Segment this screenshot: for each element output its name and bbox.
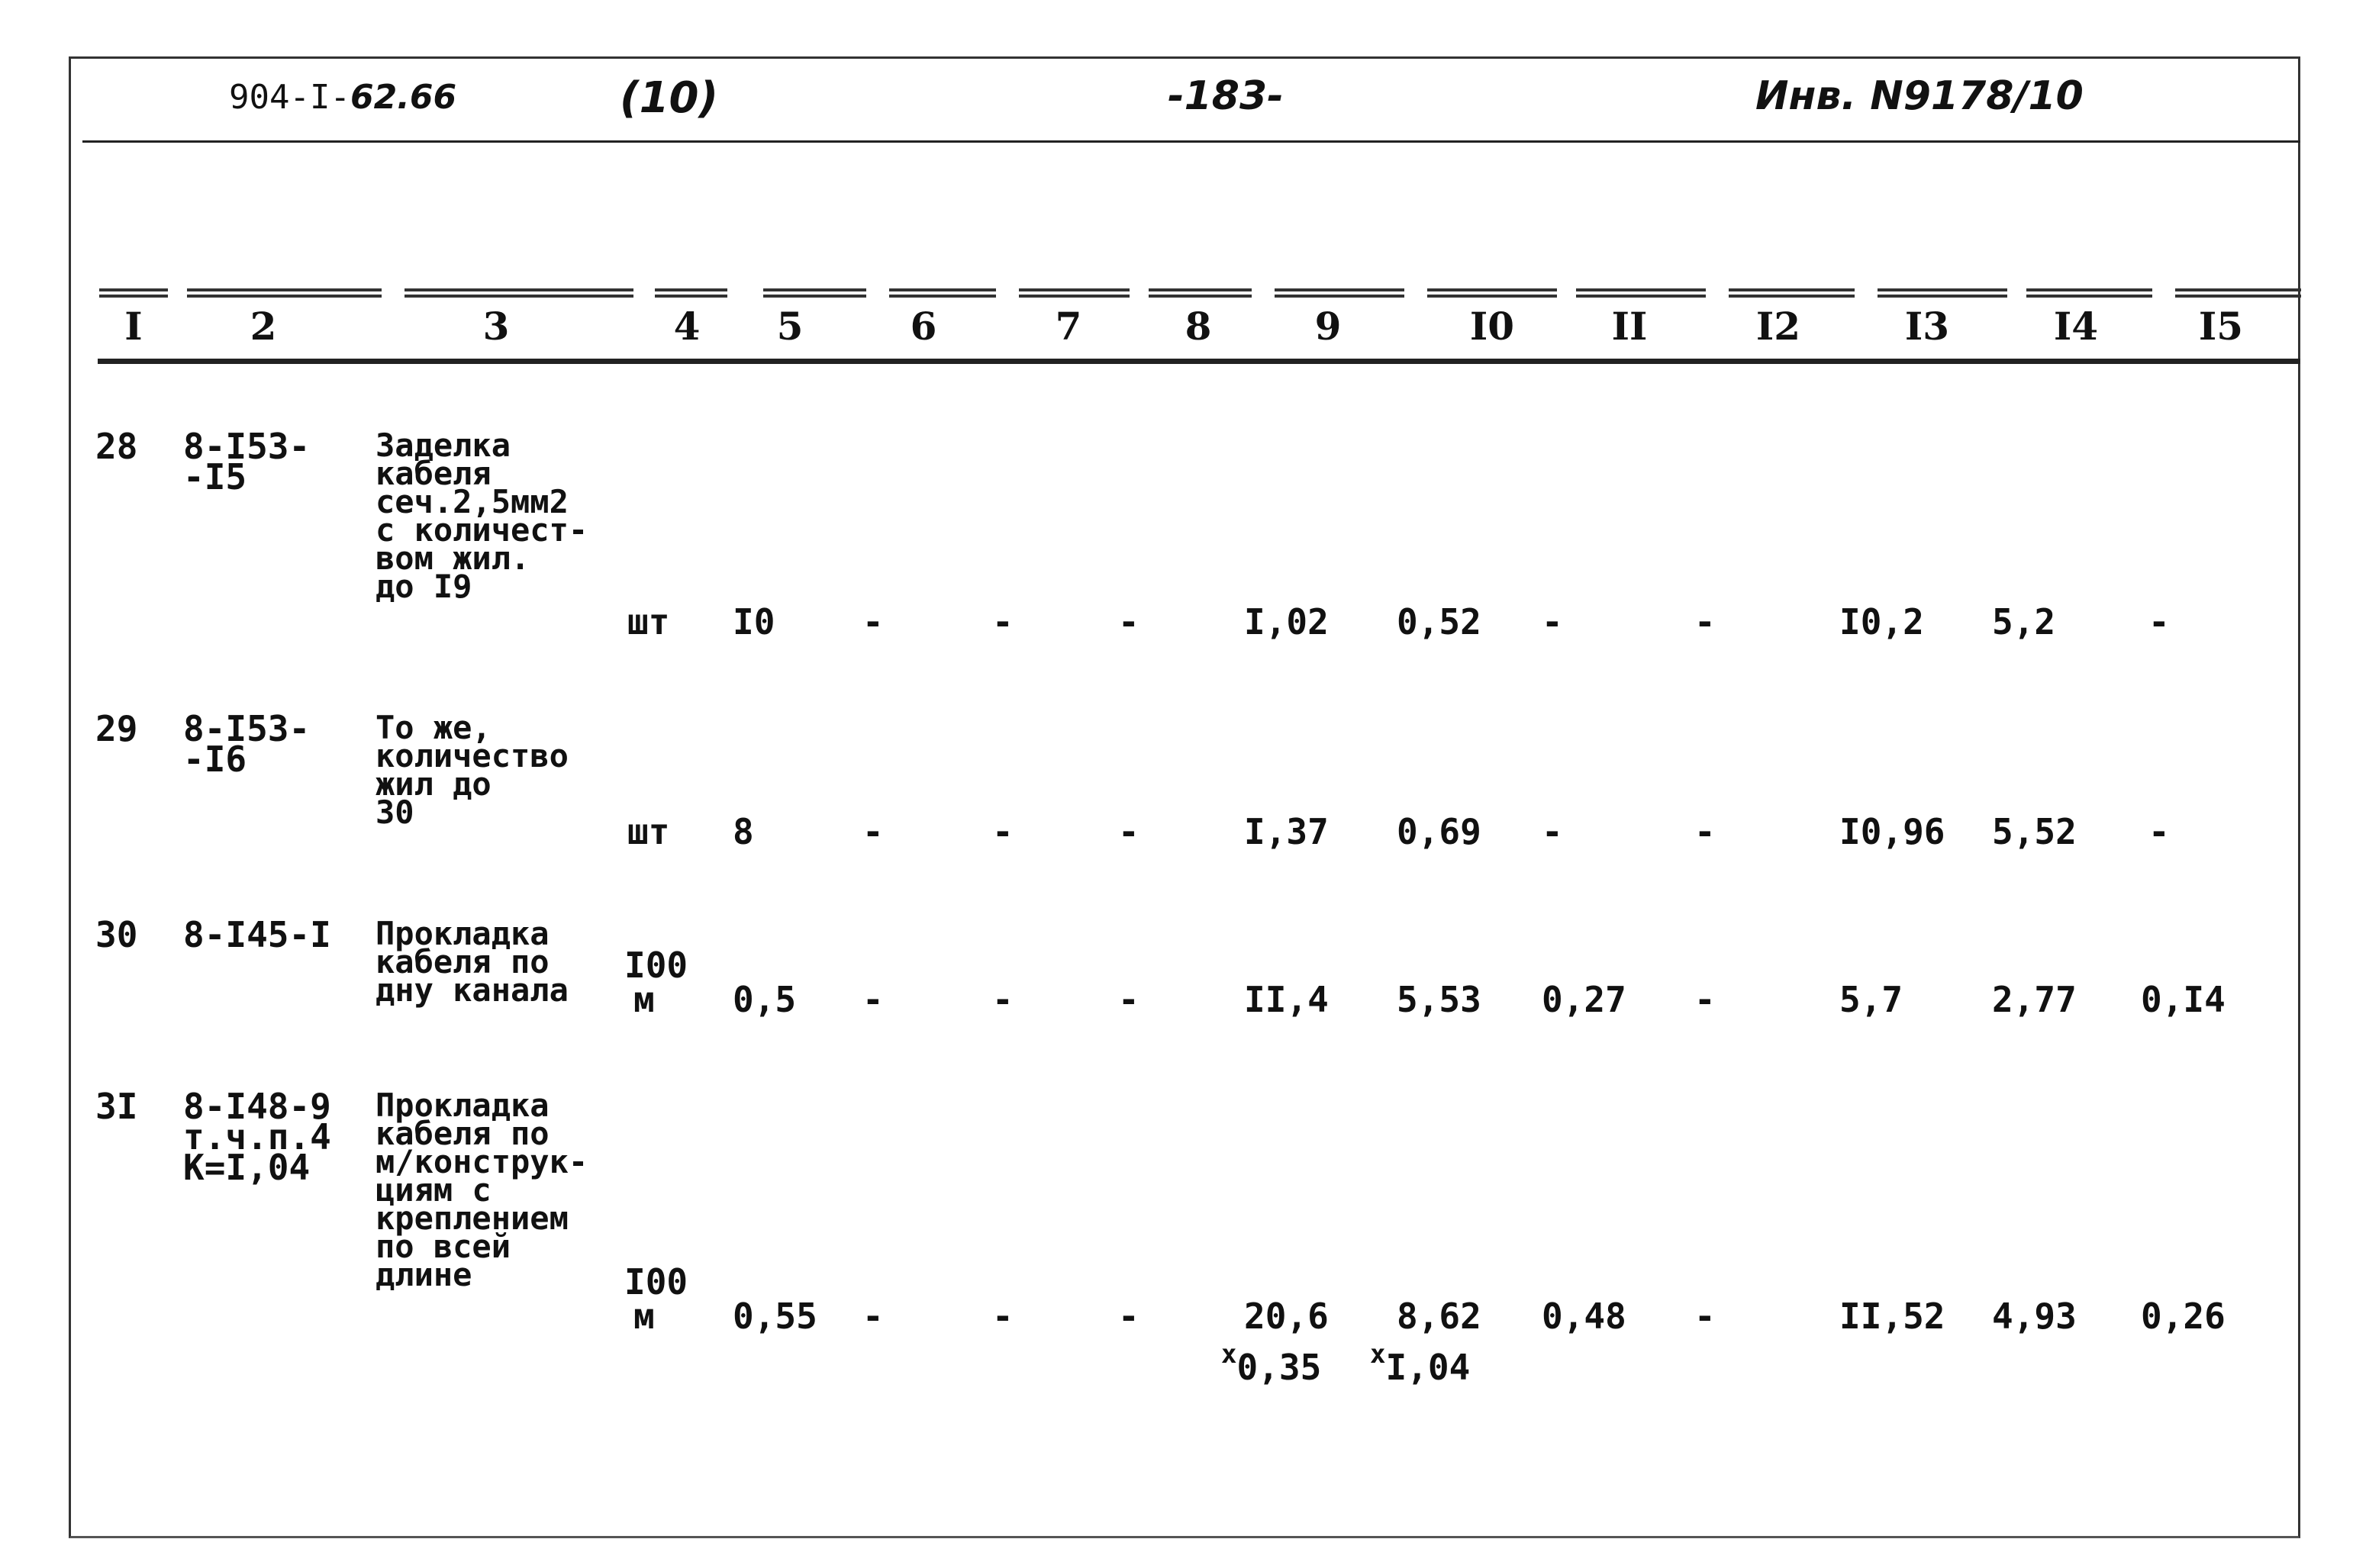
cell-col9: I,37 xyxy=(1244,811,1329,852)
cell-col10: 0,69 xyxy=(1397,811,1481,852)
segment xyxy=(1149,288,1252,298)
row-quantity: I0 xyxy=(733,601,775,642)
sheet-number: (10) xyxy=(620,73,719,123)
cell-col6: - xyxy=(862,601,884,642)
row-description: То же, количество жил до 30 xyxy=(376,709,569,831)
cell-col8: - xyxy=(1118,979,1139,1020)
cell-col12: - xyxy=(1694,979,1716,1020)
row-number: 30 xyxy=(95,914,138,955)
column-number: I3 xyxy=(1904,304,1950,349)
segment xyxy=(1729,288,1855,298)
cell-col9-multiplier: $^x$0,35 xyxy=(1221,1339,1322,1388)
cell-col7: - xyxy=(992,1296,1014,1337)
cell-col10-multiplier: $^x$I,04 xyxy=(1370,1339,1471,1388)
row-number: 3I xyxy=(95,1086,138,1127)
document-code-typed: 904-I- xyxy=(229,78,350,117)
row-unit: шт xyxy=(627,811,670,852)
cell-col15: - xyxy=(2148,601,2170,642)
segment xyxy=(1275,288,1404,298)
cell-col8: - xyxy=(1118,1296,1139,1337)
cell-col11: - xyxy=(1542,601,1563,642)
cell-col10: 0,52 xyxy=(1397,601,1481,642)
cell-col6: - xyxy=(862,979,884,1020)
column-number: II xyxy=(1611,304,1648,349)
segment xyxy=(187,288,382,298)
cell-col6: - xyxy=(862,811,884,852)
cell-col13: I0,2 xyxy=(1839,601,1924,642)
page-number: -183- xyxy=(1168,73,1284,119)
row-unit: м xyxy=(633,1296,655,1337)
cell-col15: 0,26 xyxy=(2141,1296,2226,1337)
column-number: 2 xyxy=(250,304,277,349)
cell-col15: - xyxy=(2148,811,2170,852)
row-code: 8-I53- -I5 xyxy=(183,426,311,497)
cell-col14: 4,93 xyxy=(1992,1296,2077,1337)
segment xyxy=(655,288,727,298)
row-code: 8-I45-I xyxy=(183,914,331,955)
row-unit: м xyxy=(633,979,655,1020)
segment xyxy=(2175,288,2301,298)
segment xyxy=(763,288,866,298)
cell-col9: 20,6 xyxy=(1244,1296,1329,1337)
cell-col12: - xyxy=(1694,1296,1716,1337)
segment xyxy=(889,288,996,298)
cell-col10: 8,62 xyxy=(1397,1296,1481,1337)
row-description: Прокладка кабеля по м/конструк- циям с креплением по всей длине xyxy=(376,1087,588,1293)
cell-col9: I,02 xyxy=(1244,601,1329,642)
column-number: I4 xyxy=(2053,304,2099,349)
column-number: 6 xyxy=(910,304,937,349)
multiplier-value: 0,35 xyxy=(1236,1347,1322,1388)
segment xyxy=(1878,288,2007,298)
row-number: 28 xyxy=(95,426,138,467)
cell-col10: 5,53 xyxy=(1397,979,1481,1020)
cell-col14: 5,2 xyxy=(1992,601,2056,642)
inventory-number: Инв. N9178/10 xyxy=(1755,73,2084,119)
cell-col15: 0,I4 xyxy=(2141,979,2226,1020)
cell-col11: - xyxy=(1542,811,1563,852)
segment xyxy=(1427,288,1557,298)
row-unit-top: I00 xyxy=(624,1261,688,1302)
cell-col7: - xyxy=(992,979,1014,1020)
document-code-handwritten: 62.66 xyxy=(350,78,457,117)
cell-col7: - xyxy=(992,601,1014,642)
row-description: Прокладка кабеля по дну канала xyxy=(376,915,569,1009)
column-number: 3 xyxy=(482,304,510,349)
column-number: I xyxy=(124,304,143,349)
row-code: 8-I48-9 т.ч.п.4 К=I,04 xyxy=(183,1086,331,1188)
table-header-rule xyxy=(98,359,2300,364)
cell-col13: 5,7 xyxy=(1839,979,1903,1020)
row-code: 8-I53- -I6 xyxy=(183,708,311,780)
cell-col12: - xyxy=(1694,811,1716,852)
header-rule xyxy=(82,140,2300,143)
cell-col14: 2,77 xyxy=(1992,979,2077,1020)
segment xyxy=(405,288,633,298)
column-number: 9 xyxy=(1314,304,1342,349)
cell-col13: I0,96 xyxy=(1839,811,1945,852)
column-number: 5 xyxy=(776,304,804,349)
cell-col9: II,4 xyxy=(1244,979,1329,1020)
cell-col6: - xyxy=(862,1296,884,1337)
row-description: Заделка кабеля сеч.2,5мм2 с количест- вом жил. до I9 xyxy=(376,427,588,605)
cell-col12: - xyxy=(1694,601,1716,642)
row-quantity: 8 xyxy=(733,811,754,852)
row-unit-top: I00 xyxy=(624,945,688,986)
cell-col7: - xyxy=(992,811,1014,852)
cell-col14: 5,52 xyxy=(1992,811,2077,852)
cell-col8: - xyxy=(1118,811,1139,852)
row-number: 29 xyxy=(95,708,138,749)
column-number: 7 xyxy=(1055,304,1082,349)
column-number: I0 xyxy=(1469,304,1515,349)
segment xyxy=(1019,288,1130,298)
column-number: I5 xyxy=(2198,304,2244,349)
segment xyxy=(99,288,168,298)
cell-col8: - xyxy=(1118,601,1139,642)
multiplier-value: I,04 xyxy=(1385,1347,1471,1388)
column-number: 4 xyxy=(673,304,701,349)
segment xyxy=(1576,288,1706,298)
document-code xyxy=(229,78,456,117)
cell-col11: 0,48 xyxy=(1542,1296,1626,1337)
segment xyxy=(2026,288,2152,298)
column-number: I2 xyxy=(1755,304,1801,349)
row-quantity: 0,5 xyxy=(733,979,797,1020)
column-number: 8 xyxy=(1185,304,1212,349)
row-unit: шт xyxy=(627,601,670,642)
cell-col11: 0,27 xyxy=(1542,979,1626,1020)
row-quantity: 0,55 xyxy=(733,1296,817,1337)
cell-col13: II,52 xyxy=(1839,1296,1945,1337)
